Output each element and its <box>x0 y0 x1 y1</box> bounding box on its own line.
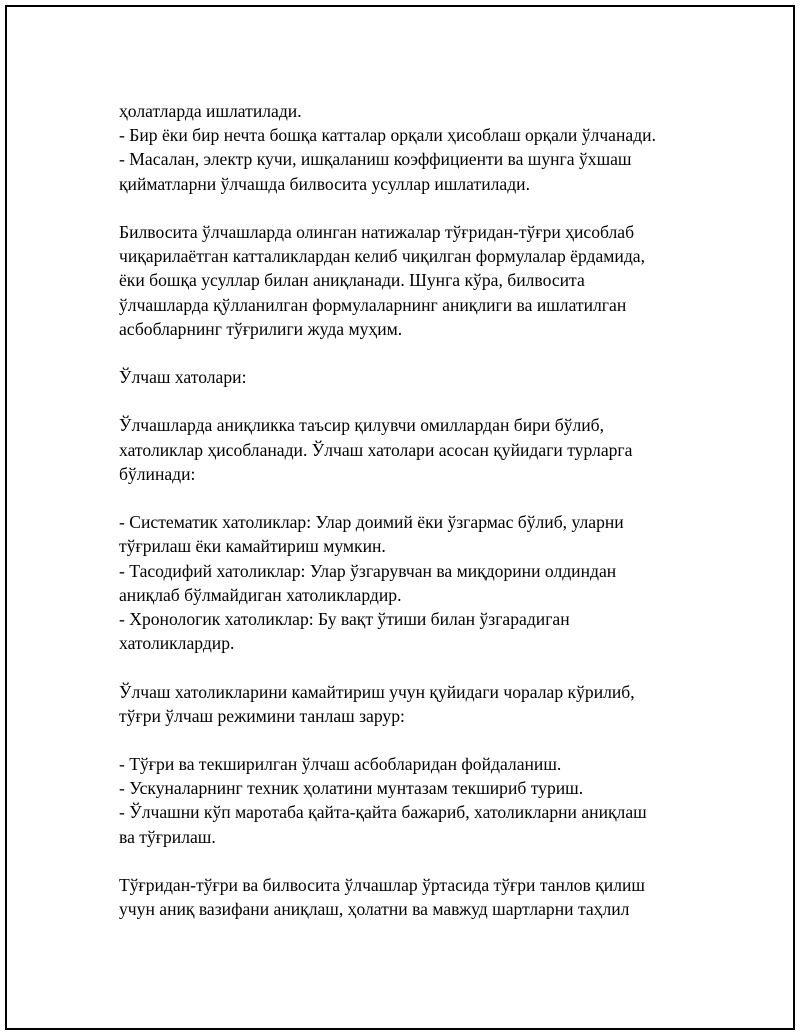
list-item: - Ўлчашни кўп маротаба қайта-қайта бажариб, хатоликларни аниқлаш <box>119 802 647 823</box>
text-line: чиқарилаётган катталиклардан келиб чиқилган формулалар ёрдамида, <box>119 246 645 267</box>
paragraph-gap <box>119 486 699 510</box>
text-line: тўғрилаш ёки камайтириш мумкин. <box>119 536 386 557</box>
measures-list <box>119 752 699 849</box>
list-item: - Бир ёки бир нечта бошқа катталар орқали ҳисоблаш орқали ўлчанади. <box>119 125 656 146</box>
paragraph-gap <box>119 849 699 873</box>
text-line: қийматларни ўлчашда билвосита усуллар ишлатилади. <box>119 173 530 194</box>
text-line: учун аниқ вазифани аниқлаш, ҳолатни ва мавжуд шартларни таҳлил <box>119 899 630 920</box>
paragraph-gap <box>119 341 699 365</box>
text-line: тўғри ўлчаш режимини танлаш зарур: <box>119 705 405 726</box>
text-line: аниқлаб бўлмайдиган хатоликлардир. <box>119 584 402 605</box>
section-heading <box>119 365 699 389</box>
paragraph <box>119 413 699 486</box>
document-body <box>119 99 699 921</box>
text-line: ёки бошқа усуллар билан аниқланади. Шунга кўра, билвосита <box>119 270 585 291</box>
paragraph <box>119 873 699 921</box>
text-line: Ўлчаш хатоликларини камайтириш учун қуйидаги чоралар кўрилиб, <box>119 681 635 702</box>
text-line: хатоликлар ҳисобланади. Ўлчаш хатолари асосан қуйидаги турларга <box>119 439 633 460</box>
text-line: хатоликлардир. <box>119 633 235 654</box>
error-types-list <box>119 510 699 655</box>
document-page <box>5 5 795 1030</box>
text-line: Ўлчашларда аниқликка таъсир қилувчи омиллардан бири бўлиб, <box>119 415 605 436</box>
list-item: - Тўғри ва текширилган ўлчаш асбобларидан фойдаланиш. <box>119 754 562 775</box>
list-item: - Систематик хатоликлар: Улар доимий ёки ўзгармас бўлиб, уларни <box>119 512 624 533</box>
list-item: - Масалан, электр кучи, ишқаланиш коэффициенти ва шунга ўхшаш <box>119 149 632 170</box>
paragraph-gap <box>119 196 699 220</box>
paragraph <box>119 680 699 728</box>
paragraph-gap <box>119 728 699 752</box>
text-line: бўлинади: <box>119 463 196 484</box>
list-item: - Хронологик хатоликлар: Бу вақт ўтиши билан ўзгарадиган <box>119 608 570 629</box>
paragraph-gap <box>119 389 699 413</box>
list-item: - Тасодифий хатоликлар: Улар ўзгарувчан ва миқдорини олдиндан <box>119 560 617 581</box>
text-line: Тўғридан-тўғри ва билвосита ўлчашлар ўртасида тўғри танлов қилиш <box>119 875 645 895</box>
paragraph <box>119 99 699 196</box>
text-line: ўлчашларда қўлланилган формулаларнинг аниқлиги ва ишлатилган <box>119 294 627 315</box>
heading-line: Ўлчаш хатолари: <box>119 367 247 388</box>
paragraph <box>119 220 699 341</box>
paragraph-gap <box>119 655 699 679</box>
text-line: ҳолатларда ишлатилади. <box>119 101 302 121</box>
text-line: ва тўғрилаш. <box>119 826 216 847</box>
text-line: асбобларнинг тўғрилиги жуда муҳим. <box>119 318 403 339</box>
list-item: - Ускуналарнинг техник ҳолатини мунтазам текшириб туриш. <box>119 778 584 799</box>
text-line: Билвосита ўлчашларда олинган натижалар тўғридан-тўғри ҳисоблаб <box>119 221 635 242</box>
